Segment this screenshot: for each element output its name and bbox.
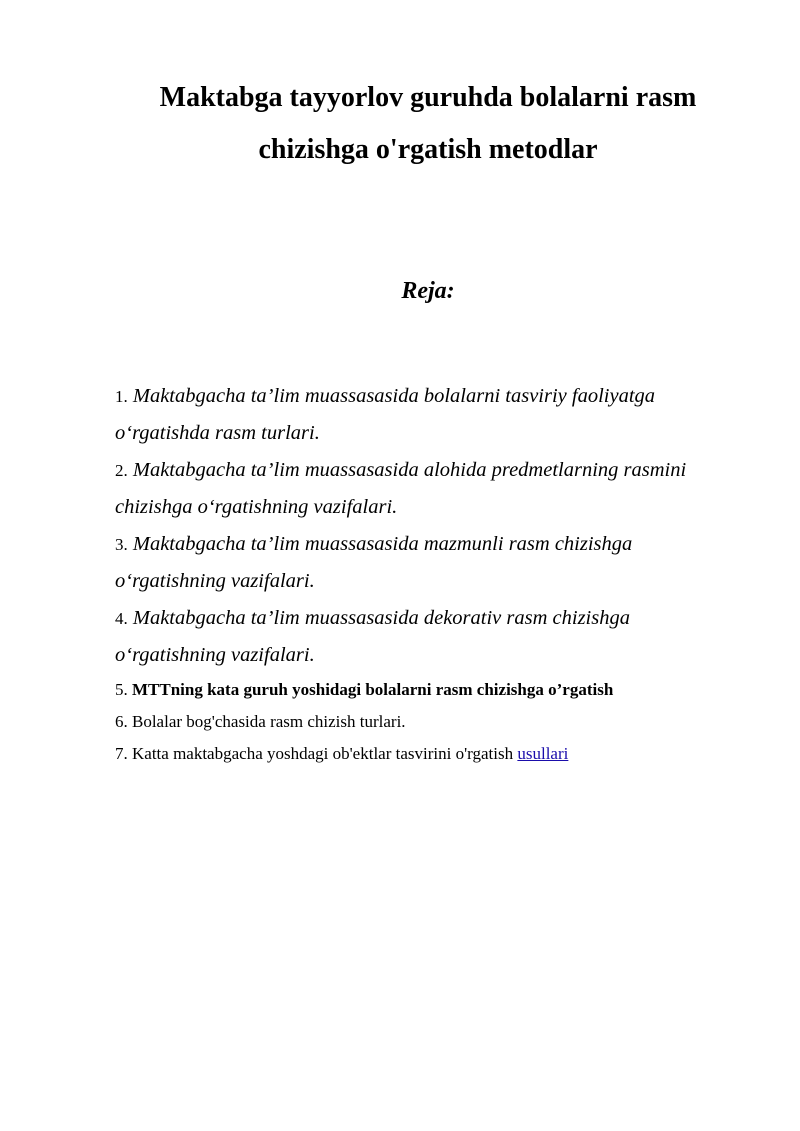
plan-item-text: Maktabgacha ta’lim muassasasida mazmunli rasm chizishga o‘rgatishning vazifalari. <box>115 533 633 592</box>
plan-item-text: Maktabgacha ta’lim muassasasida bolalarni tasviriy faoliyatga o‘rgatishda rasm turlari. <box>115 385 656 444</box>
plan-item-number: 3. <box>115 535 128 554</box>
plan-item-text: Katta maktabgacha yoshdagi ob'ektlar tasvirini o'rgatish <box>132 744 514 763</box>
plan-item-number: 7. <box>115 744 128 763</box>
plan-item-number: 5. <box>115 680 128 699</box>
page-title-line-2: chizishga o'rgatish metodlar <box>258 134 598 165</box>
plan-item-7 <box>115 738 745 770</box>
plan-item-text: Maktabgacha ta’lim muassasasida dekorativ rasm chizishga o‘rgatishning vazifalari. <box>115 607 630 666</box>
plan-item-number: 6. <box>115 712 128 731</box>
plan-item-5 <box>115 674 745 706</box>
plan-heading: Reja: <box>401 278 455 304</box>
plan-list <box>115 378 745 770</box>
page-title <box>100 72 756 176</box>
plan-item-1 <box>115 378 745 452</box>
page-title-line-1: Maktabga tayyorlov guruhda bolalarni rasm <box>159 82 697 113</box>
plan-item-2 <box>115 452 745 526</box>
plan-item-number: 2. <box>115 461 128 480</box>
plan-item-6 <box>115 706 745 738</box>
plan-item-number: 1. <box>115 387 128 406</box>
plan-item-text: MTTning kata guruh yoshidagi bolalarni rasm chizishga o’rgatish <box>132 680 614 699</box>
plan-item-4 <box>115 600 745 674</box>
usullari-link[interactable]: usullari <box>517 744 569 763</box>
plan-item-3 <box>115 526 745 600</box>
plan-item-number: 4. <box>115 609 128 628</box>
plan-item-text: Maktabgacha ta’lim muassasasida alohida predmetlarning rasmini chizishga o‘rgatishning vazifalari. <box>115 459 687 518</box>
plan-item-text: Bolalar bog'chasida rasm chizish turlari. <box>132 712 406 731</box>
